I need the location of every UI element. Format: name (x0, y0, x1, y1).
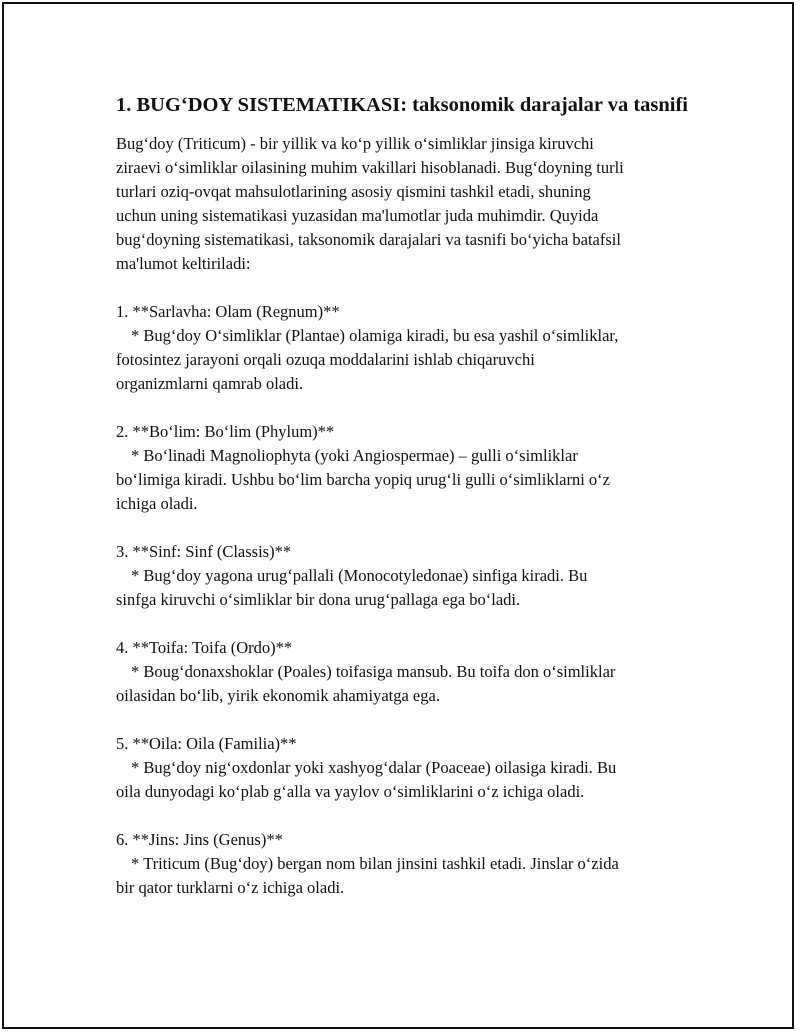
list-item (116, 420, 696, 516)
list-item-title: 1. **Sarlavha: Olam (Regnum)** (116, 302, 340, 321)
list-item-text: * Bug‘doy O‘simliklar (Plantae) olamiga kiradi, bu esa yashil o‘simliklar, fotosintez jarayoni orqali ozuqa moddalarini ishlab chiqaruvchi organizmlarni qamrab oladi. (116, 326, 619, 393)
list-item-title: 5. **Oila: Oila (Familia)** (116, 734, 297, 753)
list-item (116, 828, 696, 900)
document-body (116, 92, 696, 924)
list-item-text: * Bug‘doy yagona urug‘pallali (Monocotyledonae) sinfiga kiradi. Bu sinfga kiruvchi o‘simliklar bir dona urug‘pallaga ega bo‘ladi. (116, 566, 588, 609)
list-item (116, 732, 696, 804)
list-item (116, 636, 696, 708)
list-item (116, 300, 696, 396)
list-item-text: * Bug‘doy nig‘oxdonlar yoki xashyog‘dalar (Poaceae) oilasiga kiradi. Bu oila dunyodagi ko‘plab g‘alla va yaylov o‘simliklarini o‘z ichiga oladi. (116, 758, 617, 801)
list-item-text: * Boug‘donaxshoklar (Poales) toifasiga mansub. Bu toifa don o‘simliklar oilasidan bo‘lib, yirik ekonomik ahamiyatga ega. (116, 662, 616, 705)
list-item-title: 2. **Bo‘lim: Bo‘lim (Phylum)** (116, 422, 335, 441)
list-item-text: * Triticum (Bug‘doy) bergan nom bilan jinsini tashkil etadi. Jinslar o‘zida bir qator turklarni o‘z ichiga oladi. (116, 854, 619, 897)
list-item-title: 6. **Jins: Jins (Genus)** (116, 830, 283, 849)
list-item-title: 3. **Sinf: Sinf (Classis)** (116, 542, 292, 561)
document-title: 1. BUG‘DOY SISTEMATIKASI: taksonomik darajalar va tasnifi (116, 94, 688, 116)
list-item (116, 540, 696, 612)
list-item-title: 4. **Toifa: Toifa (Ordo)** (116, 638, 293, 657)
intro-paragraph: Bug‘doy (Triticum) - bir yillik va ko‘p yillik o‘simliklar jinsiga kiruvchi ziraevi o‘simliklar oilasining muhim vakillari hisoblanadi. Bug‘doyning turli turlari oziq-ovqat mahsulotlarining asosiy qismini tashkil etadi, shuning uchun uning sistematikasi yuzasidan ma'lumotlar juda muhimdir. Quyida bug‘doyning sistematikasi, taksonomik darajalari va tasnifi bo‘yicha batafsil ma'lumot keltiriladi: (116, 134, 624, 273)
list-item-text: * Bo‘linadi Magnoliophyta (yoki Angiospermae) – gulli o‘simliklar bo‘limiga kiradi. Ushbu bo‘lim barcha yopiq urug‘li gulli o‘simliklarni o‘z ichiga oladi. (116, 446, 610, 513)
